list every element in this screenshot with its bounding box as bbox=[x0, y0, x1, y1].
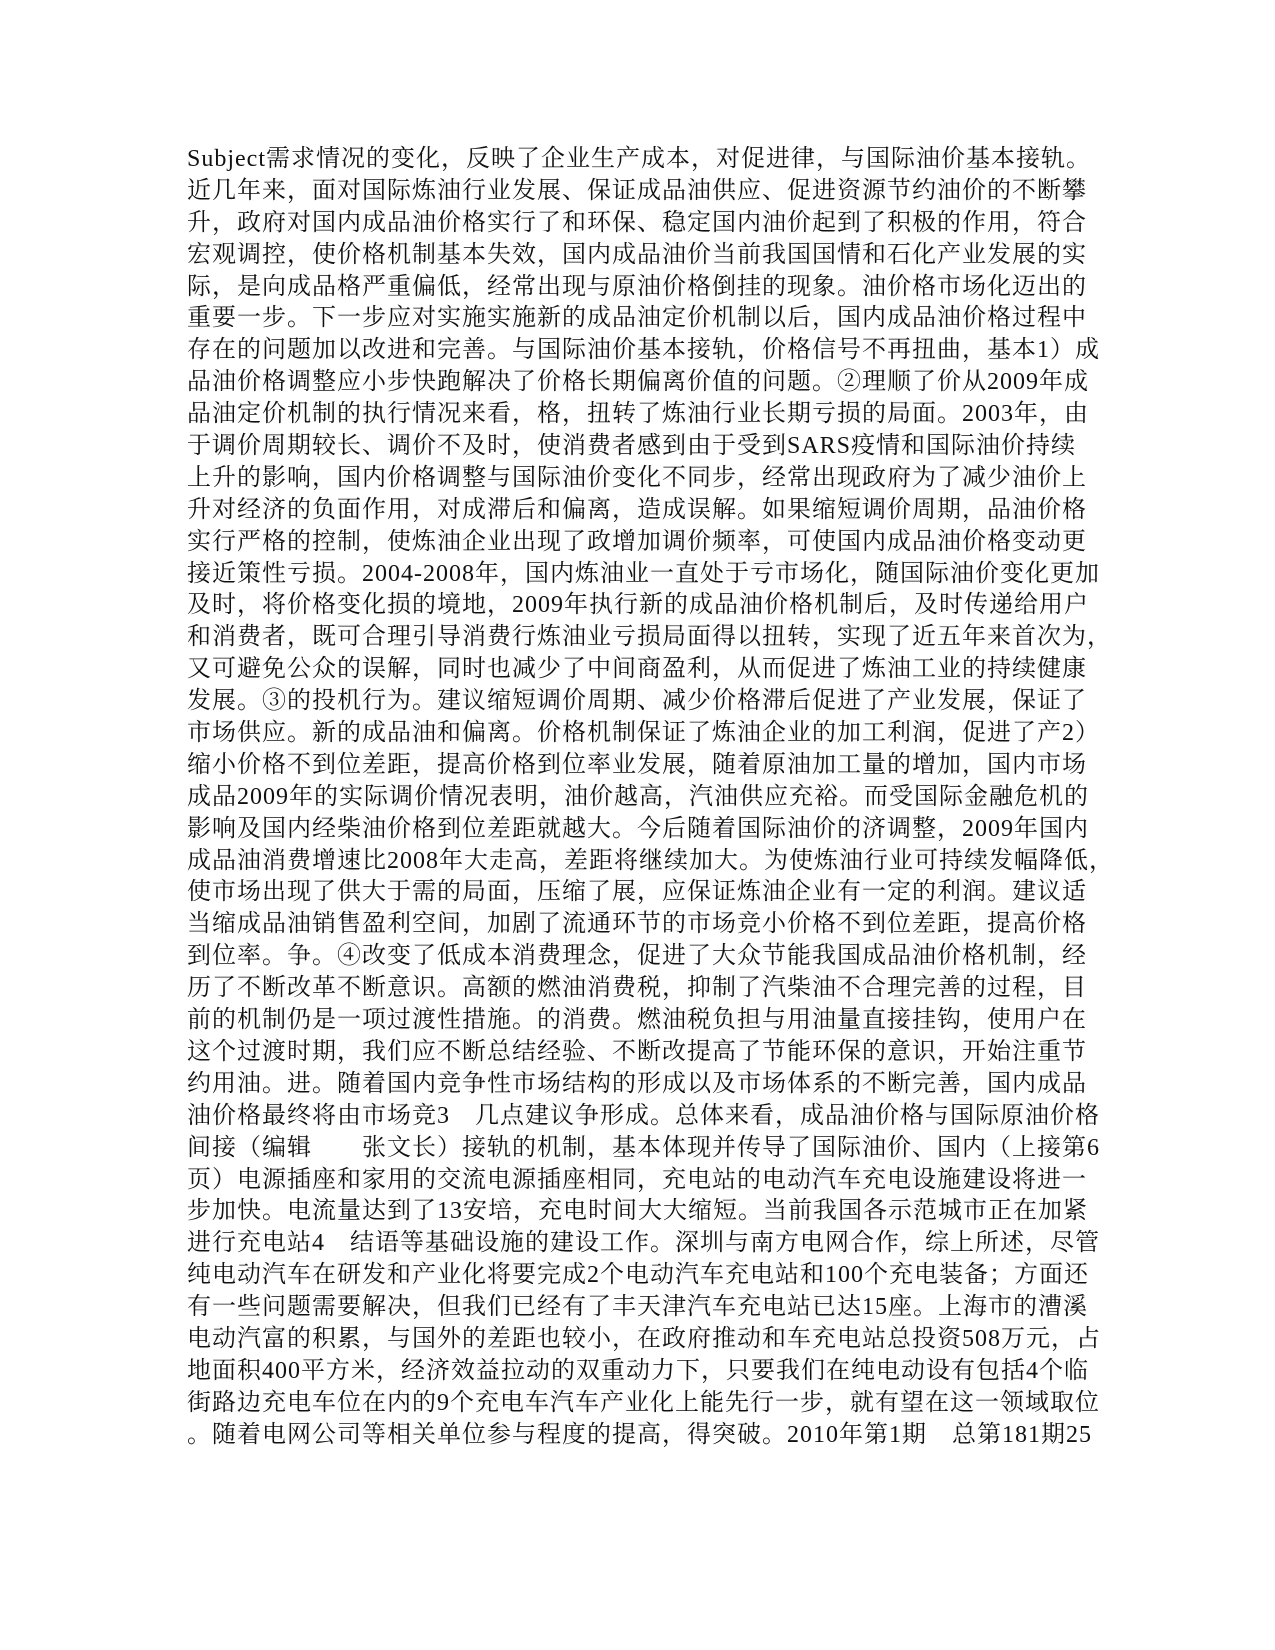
text-line: 地面积400平方米，经济效益拉动的双重动力下，只要我们在纯电动设有包括4个临 bbox=[187, 1357, 1089, 1384]
text-line: 又可避免公众的误解，同时也减少了中间商盈利，从而促进了炼油工业的持续健康 bbox=[187, 656, 1087, 683]
text-line: 发展。③的投机行为。建议缩短调价周期、减少价格滞后促进了产业发展，保证了 bbox=[187, 688, 1087, 715]
text-line: 使市场出现了供大于需的局面，压缩了展，应保证炼油企业有一定的利润。建议适 bbox=[187, 879, 1087, 906]
text-line: 市场供应。新的成品油和偏离。价格机制保证了炼油企业的加工利润，促进了产2） bbox=[187, 720, 1100, 747]
text-line: 当缩成品油销售盈利空间，加剧了流通环节的市场竞小价格不到位差距，提高价格 bbox=[187, 911, 1087, 938]
text-line: 实行严格的控制，使炼油企业出现了政增加调价频率，可使国内成品油价格变动更 bbox=[187, 528, 1087, 555]
text-line: 缩小价格不到位差距，提高价格到位率业发展，随着原油加工量的增加，国内市场 bbox=[187, 751, 1087, 778]
text-line: 前的机制仍是一项过渡性措施。的消费。燃油税负担与用油量直接挂钩，使用户在 bbox=[187, 1007, 1087, 1034]
text-line: 影响及国内经柴油价格到位差距就越大。今后随着国际油价的济调整，2009年国内 bbox=[187, 815, 1089, 842]
body-text bbox=[187, 144, 1114, 1452]
text-line: 品油定价机制的执行情况来看，格，扭转了炼油行业长期亏损的局面。2003年，由 bbox=[187, 401, 1089, 428]
text-line: 街路边充电车位在内的9个充电车汽车产业化上能先行一步，就有望在这一领域取位 bbox=[187, 1389, 1100, 1416]
text-line: 页）电源插座和家用的交流电源插座相同，充电站的电动汽车充电设施建设将进一 bbox=[187, 1166, 1087, 1193]
text-line: 进行充电站4 结语等基础设施的建设工作。深圳与南方电网合作，综上所述，尽管 bbox=[187, 1230, 1100, 1257]
text-line: 宏观调控，使价格机制基本失效，国内成品油价当前我国国情和石化产业发展的实 bbox=[187, 241, 1087, 268]
text-line: 电动汽富的积累，与国外的差距也较小，在政府推动和车充电站总投资508万元，占 bbox=[187, 1325, 1101, 1352]
text-line: 有一些问题需要解决，但我们已经有了丰天津汽车充电站已达15座。上海市的漕溪 bbox=[187, 1294, 1088, 1321]
text-line: 上升的影响，国内价格调整与国际油价变化不同步，经常出现政府为了减少油价上 bbox=[187, 464, 1087, 491]
text-line: 及时，将价格变化损的境地，2009年执行新的成品油价格机制后，及时传递给用户 bbox=[187, 592, 1089, 619]
text-line: 接近策性亏损。2004-2008年，国内炼油业一直处于亏市场化，随国际油价变化更加 bbox=[187, 560, 1100, 587]
text-line: Subject需求情况的变化，反映了企业生产成本，对促进律，与国际油价基本接轨。 bbox=[187, 146, 1091, 172]
text-line: 品油价格调整应小步快跑解决了价格长期偏离价值的问题。②理顺了价从2009年成 bbox=[187, 369, 1089, 396]
text-line: 于调价周期较长、调价不及时，使消费者感到由于受到SARS疫情和国际油价持续 bbox=[187, 433, 1077, 460]
text-line: 际，是向成品格严重偏低，经常出现与原油价格倒挂的现象。油价格市场化迈出的 bbox=[187, 273, 1087, 300]
text-line: 。随着电网公司等相关单位参与程度的提高，得突破。2010年第1期 总第181期25 bbox=[187, 1421, 1092, 1448]
text-line: 约用油。进。随着国内竞争性市场结构的形成以及市场体系的不断完善，国内成品 bbox=[187, 1070, 1087, 1097]
text-line: 近几年来，面对国际炼油行业发展、保证成品油供应、促进资源节约油价的不断攀 bbox=[187, 177, 1087, 204]
text-line: 间接（编辑 张文长）接轨的机制，基本体现并传导了国际油价、国内（上接第6 bbox=[187, 1134, 1100, 1161]
text-line: 重要一步。下一步应对实施实施新的成品油定价机制以后，国内成品油价格过程中 bbox=[187, 305, 1087, 332]
text-line: 成品2009年的实际调价情况表明，油价越高，汽油供应充裕。而受国际金融危机的 bbox=[187, 783, 1089, 810]
text-line: 成品油消费增速比2008年大走高，差距将继续加大。为使炼油行业可持续发幅降低， bbox=[187, 847, 1114, 874]
text-line: 步加快。电流量达到了13安培，充电时间大大缩短。当前我国各示范城市正在加紧 bbox=[187, 1198, 1088, 1225]
text-line: 和消费者，既可合理引导消费行炼油业亏损局面得以扭转，实现了近五年来首次为， bbox=[187, 624, 1112, 651]
text-line: 油价格最终将由市场竞3 几点建议争形成。总体来看，成品油价格与国际原油价格 bbox=[187, 1102, 1100, 1129]
text-line: 升对经济的负面作用，对成滞后和偏离，造成误解。如果缩短调价周期，品油价格 bbox=[187, 496, 1087, 523]
text-line: 历了不断改革不断意识。高额的燃油消费税，抑制了汽柴油不合理完善的过程，目 bbox=[187, 975, 1087, 1002]
text-line: 到位率。争。④改变了低成本消费理念，促进了大众节能我国成品油价格机制，经 bbox=[187, 943, 1087, 970]
text-line: 存在的问题加以改进和完善。与国际油价基本接轨，价格信号不再扭曲，基本1）成 bbox=[187, 337, 1100, 364]
text-line: 升，政府对国内成品油价格实行了和环保、稳定国内油价起到了积极的作用，符合 bbox=[187, 209, 1087, 236]
text-line: 纯电动汽车在研发和产业化将要完成2个电动汽车充电站和100个充电装备；方面还 bbox=[187, 1262, 1089, 1289]
text-line: 这个过渡时期，我们应不断总结经验、不断改提高了节能环保的意识，开始注重节 bbox=[187, 1038, 1087, 1065]
